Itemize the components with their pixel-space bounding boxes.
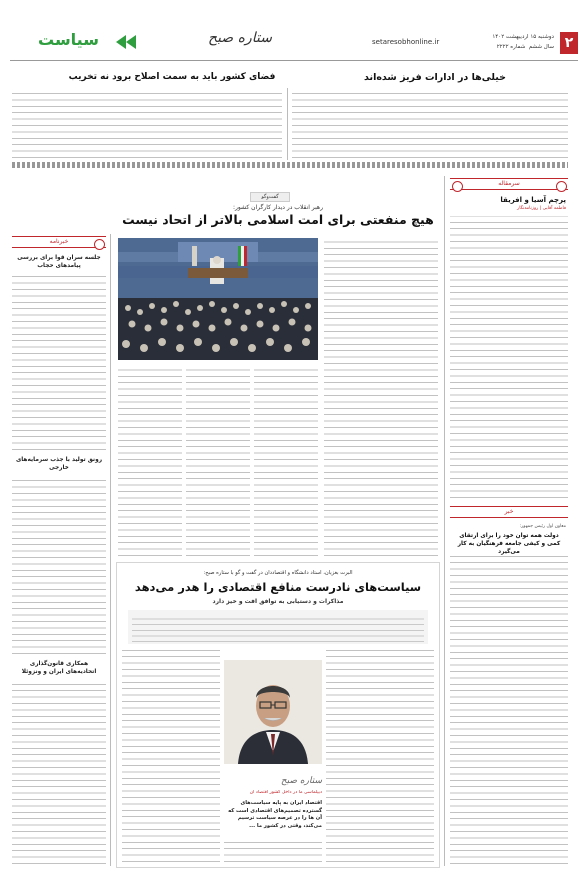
lead-headline: هیچ منفعتی برای امت اسلامی بالاتر از اتحاد نیست xyxy=(122,212,434,227)
editorial-title: پرچم آسیا و افریقا xyxy=(500,196,566,204)
second-news-header xyxy=(450,506,568,518)
lead-tag-label: گفت‌وگو xyxy=(261,194,279,200)
lead-tag xyxy=(250,192,290,202)
brief-body-3 xyxy=(12,680,106,864)
briefs-section-label: خبرنامه xyxy=(49,238,69,245)
brief-title-3: همکاری قانون‌گذاری اتحادیه‌های ایران و ونزوئلا xyxy=(21,661,97,675)
top-divider xyxy=(287,88,288,160)
masthead xyxy=(0,0,586,62)
ornamental-rule xyxy=(12,162,568,168)
interview-body-mid xyxy=(224,842,322,862)
interview-pull-quote: اقتصاد ایران به پایه سیاست‌های گسترده تصمیم‌های اقتصادی است که آن ها را در عرصه سیاست ترسیم می‌کند، وقتی در کشور ما ... xyxy=(228,800,322,829)
right-column-divider xyxy=(444,176,445,866)
section-arrows-icon xyxy=(116,34,136,48)
section-title: سیاست xyxy=(38,30,99,49)
left-column-divider xyxy=(110,234,111,866)
top-left-headline: فضای کشور باید به سمت اصلاح برود نه تخریب xyxy=(68,72,276,82)
second-news-body xyxy=(450,552,568,864)
logo-text: ستاره صبح xyxy=(208,30,272,46)
ornament-icon xyxy=(452,181,463,192)
briefs-section-header xyxy=(12,236,106,248)
page-number: ۲ xyxy=(564,35,574,51)
interview-portrait xyxy=(224,660,322,764)
date-line: دوشنبه ۱۵ اردیبهشت ۱۴۰۲ xyxy=(492,34,554,40)
editorial-body xyxy=(450,216,568,498)
second-news-title: دولت همه توان خود را برای ارتقای کمی و کیفی جامعه فرهنگیان به کار می‌گیرد xyxy=(457,533,561,555)
lead-photo xyxy=(118,238,318,360)
portrait-signature xyxy=(260,768,322,786)
interview-headline: سیاست‌های نادرست منافع اقتصادی را هدر می‌دهد xyxy=(134,580,422,594)
interview-kicker: البرت بغزیان، استاد دانشگاه و اقتصاددان در گفت و گو با ستاره صبح: xyxy=(203,570,353,576)
brief-body-1 xyxy=(12,274,106,450)
top-left-body xyxy=(12,90,282,158)
issue-line: سال ششم ‌ شماره ۲۲۲۲ xyxy=(496,44,554,50)
brief-body-2 xyxy=(12,476,106,654)
interview-caption: دیپلماسی ما در داخل کشور اقتصاد آن xyxy=(249,790,322,795)
ornament-icon xyxy=(556,181,567,192)
website: setaresobhonline.ir xyxy=(372,38,440,46)
page-number-badge xyxy=(560,32,578,54)
lead-body-col-3 xyxy=(254,366,318,556)
top-right-headline: خیلی‌ها در ادارات فریز شده‌اند xyxy=(364,72,506,83)
interview-body-left xyxy=(122,650,220,862)
masthead-rule xyxy=(10,60,578,61)
editorial-author: فاطمه آقایی | روزنامه‌نگار xyxy=(517,206,566,211)
interview-intro-text xyxy=(132,614,424,642)
second-news-label: خبر xyxy=(504,508,514,515)
editorial-section-header xyxy=(450,178,568,190)
interview-body-right xyxy=(326,650,434,862)
editorial-section-label: سرمقاله xyxy=(498,180,520,187)
signature-logo: ستاره صبح xyxy=(280,776,322,786)
lead-body-col-2 xyxy=(186,366,250,556)
second-news-kicker: معاون اول رئیس جمهور: xyxy=(519,524,566,529)
lead-body-right xyxy=(324,238,438,556)
newspaper-logo xyxy=(180,28,300,54)
lead-kicker: رهبر انقلاب در دیدار کارگران کشور: xyxy=(233,204,323,211)
ornament-icon xyxy=(94,239,105,250)
interview-subhead: مذاکرات و دستیابی به توافق افت و خیز دارد xyxy=(212,598,344,605)
brief-title-1: جلسه سران قوا برای بررسی پیامدهای حجاب xyxy=(17,255,101,269)
lead-body-col-1 xyxy=(118,366,182,556)
top-right-body xyxy=(292,90,568,158)
brief-title-2: رونق تولید با جذب سرمایه‌های خارجی xyxy=(15,457,103,471)
